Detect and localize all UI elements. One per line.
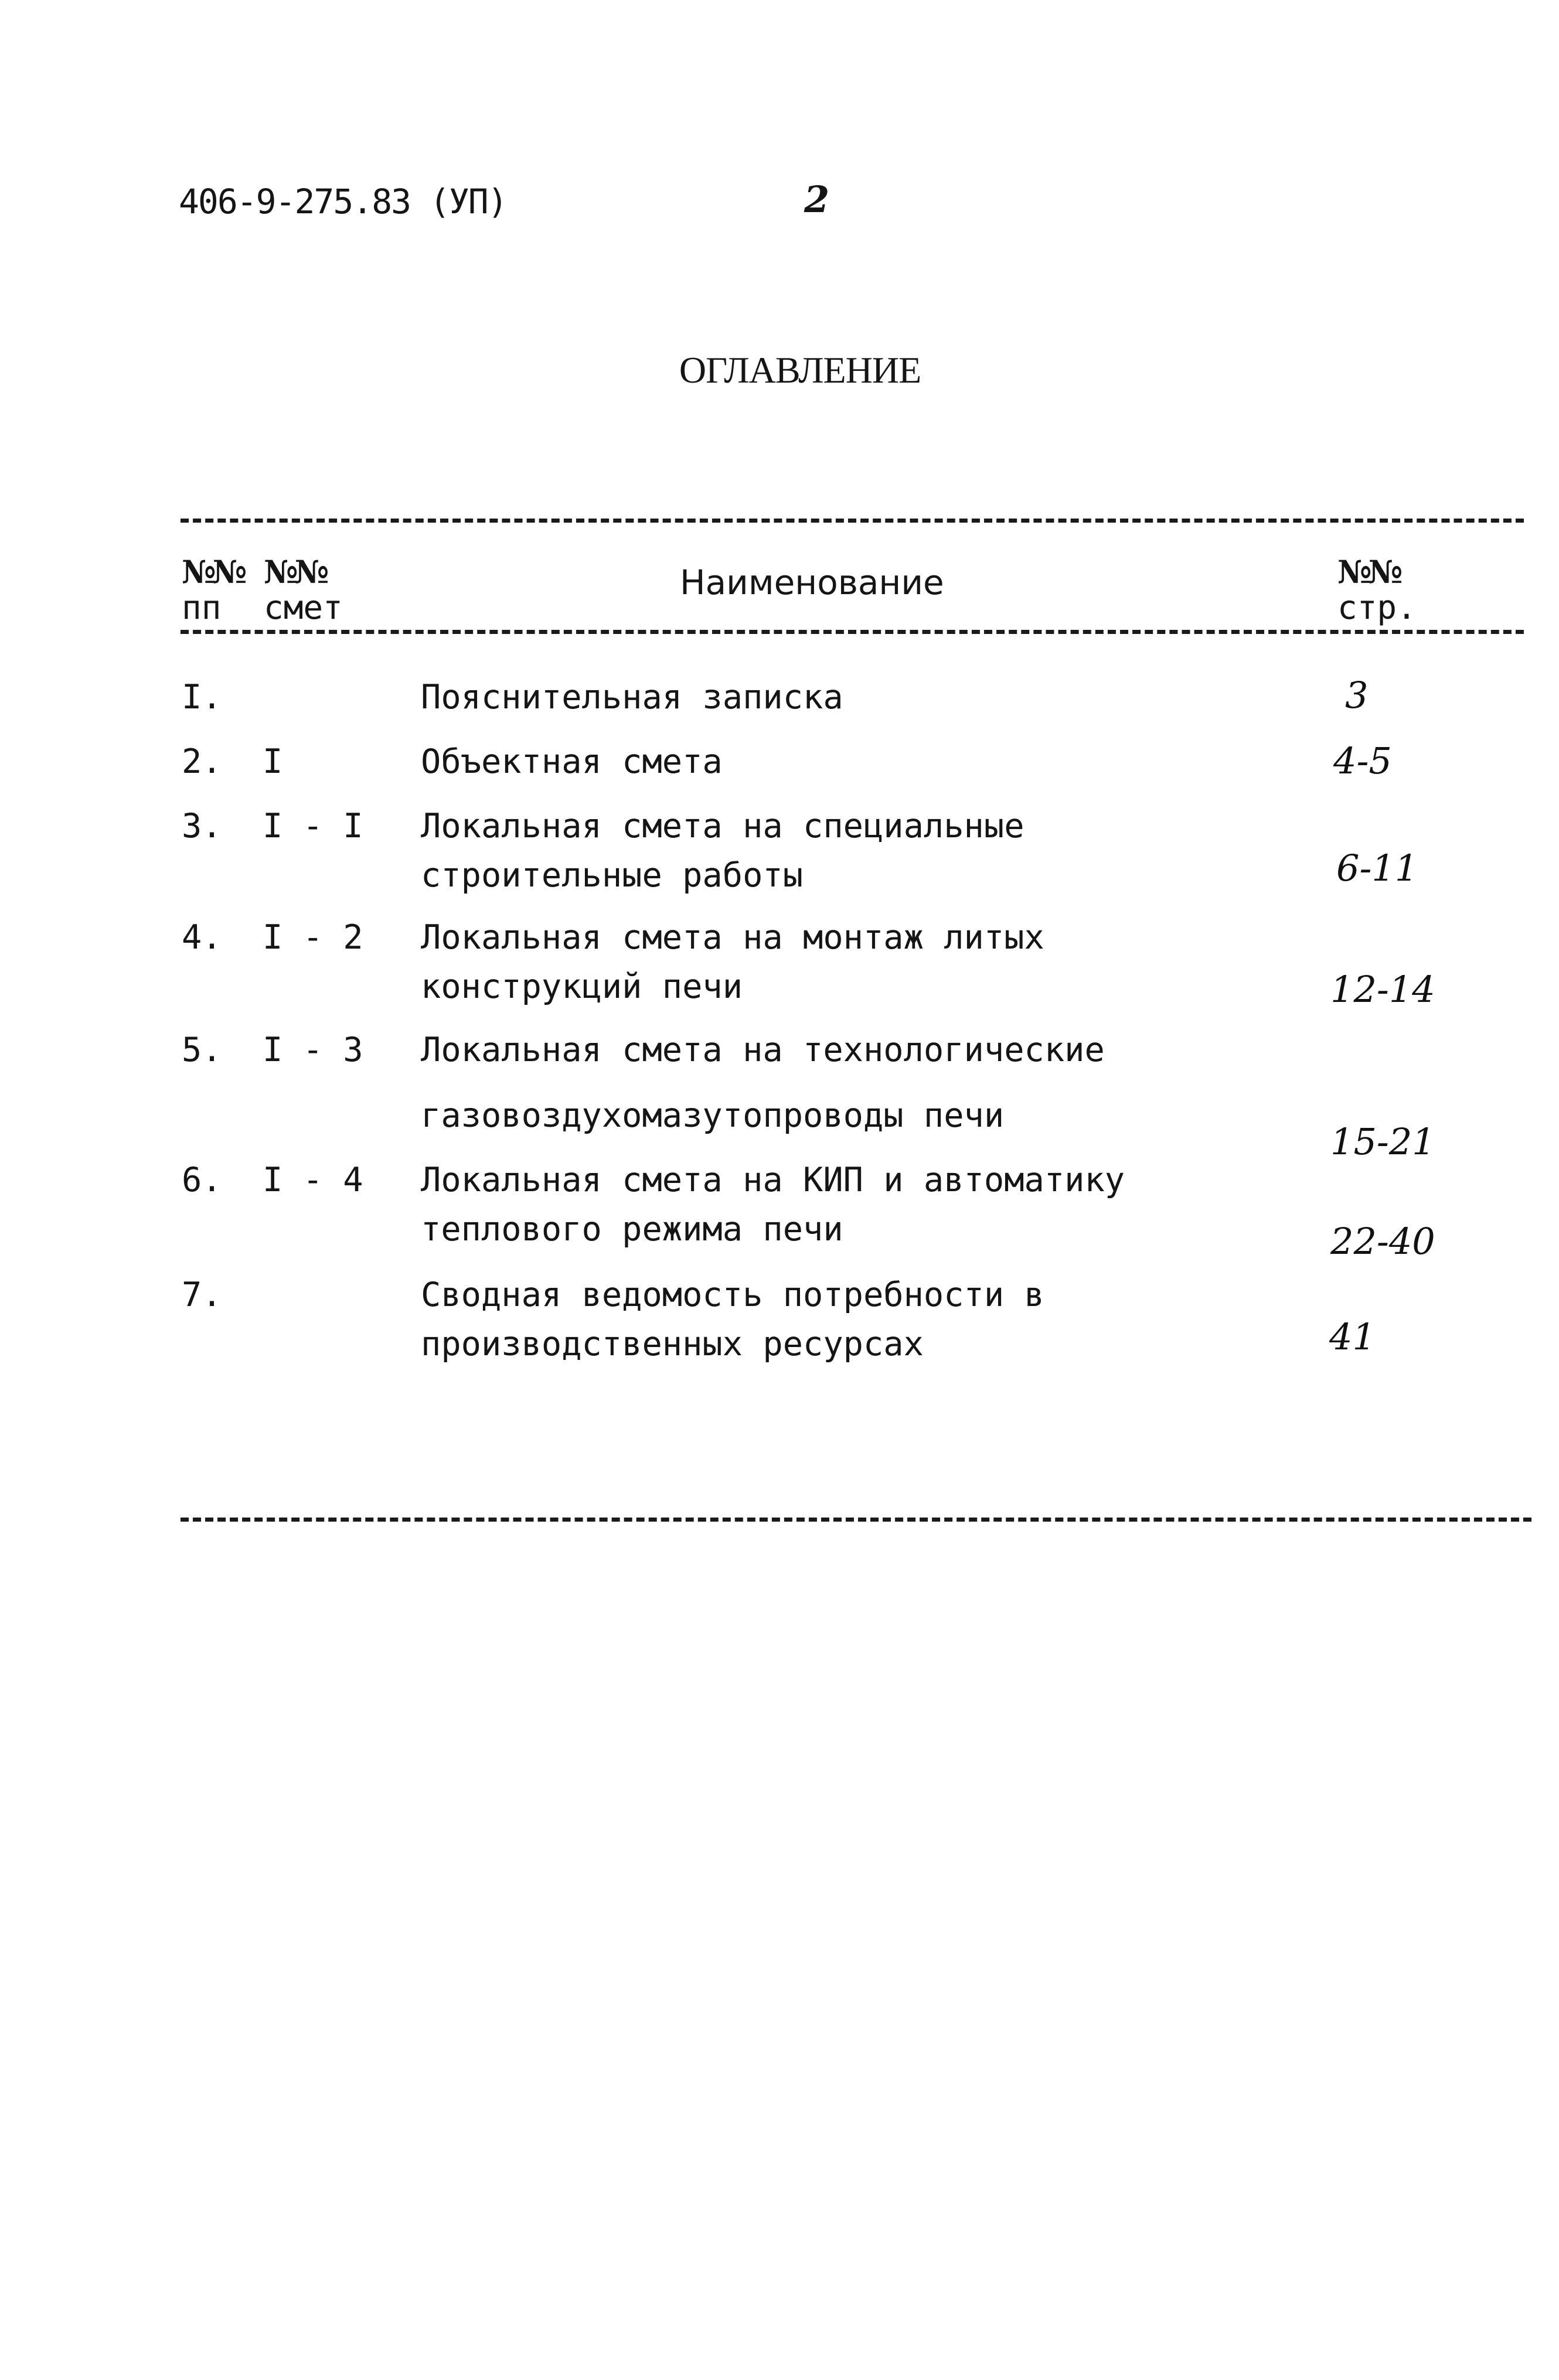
row-pages: 6-11 — [1336, 847, 1418, 889]
row-number: 2. — [182, 742, 222, 781]
row-name-line: теплового режима печи — [421, 1210, 843, 1249]
row-name-line: Пояснительная записка — [421, 678, 843, 717]
column-header-estimate-symbol: №№ — [264, 553, 326, 591]
row-name-line: Локальная смета на монтаж литых — [421, 918, 1044, 957]
row-estimate: I — [263, 742, 283, 781]
row-pages: 15-21 — [1330, 1120, 1435, 1163]
row-estimate: I - 3 — [263, 1031, 363, 1069]
column-header-name: Наименование — [680, 562, 944, 602]
row-pages: 12-14 — [1330, 968, 1435, 1011]
row-name-line: газовоздухомазутопроводы печи — [421, 1096, 1005, 1135]
row-number: 7. — [182, 1276, 222, 1314]
column-header-estimate-label: смет — [264, 589, 343, 627]
row-estimate: I - I — [263, 807, 363, 845]
row-name-line: производственных ресурсах — [421, 1325, 924, 1363]
row-number: 4. — [182, 918, 222, 957]
row-name-line: Локальная смета на технологические — [421, 1031, 1105, 1069]
row-pages: 3 — [1345, 674, 1369, 717]
table-bottom-rule — [181, 1518, 1531, 1522]
document-code: 406-9-275.83 (УП) — [179, 182, 507, 221]
header-bottom-rule — [181, 630, 1524, 634]
row-number: I. — [182, 678, 222, 717]
row-pages: 41 — [1329, 1315, 1376, 1358]
column-header-estimate — [264, 554, 343, 626]
row-number: 6. — [182, 1161, 222, 1199]
page-title: ОГЛАВЛЕНИЕ — [679, 349, 921, 391]
table-top-rule — [181, 519, 1524, 523]
row-estimate: I - 2 — [263, 918, 363, 957]
row-pages: 4-5 — [1333, 739, 1392, 782]
row-estimate: I - 4 — [263, 1161, 363, 1199]
row-name-line: строительные работы — [421, 856, 804, 895]
row-name-line: конструкций печи — [421, 967, 743, 1006]
row-pages: 22-40 — [1330, 1220, 1435, 1263]
row-name-line: Объектная смета — [421, 742, 723, 781]
column-header-num-symbol: №№ — [182, 553, 244, 591]
column-header-num — [182, 554, 243, 626]
row-name-line: Локальная смета на КИП и автоматику — [421, 1161, 1125, 1199]
page-number: 2 — [804, 178, 830, 221]
row-name-line: Сводная ведомость потребности в — [421, 1276, 1044, 1314]
column-header-num-label: пп — [182, 589, 222, 627]
column-header-pages-label: стр. — [1337, 589, 1417, 627]
column-header-pages-symbol: №№ — [1337, 553, 1400, 591]
row-number: 3. — [182, 807, 222, 845]
row-name-line: Локальная смета на специальные — [421, 807, 1024, 845]
row-number: 5. — [182, 1031, 222, 1069]
column-header-pages — [1337, 554, 1417, 626]
